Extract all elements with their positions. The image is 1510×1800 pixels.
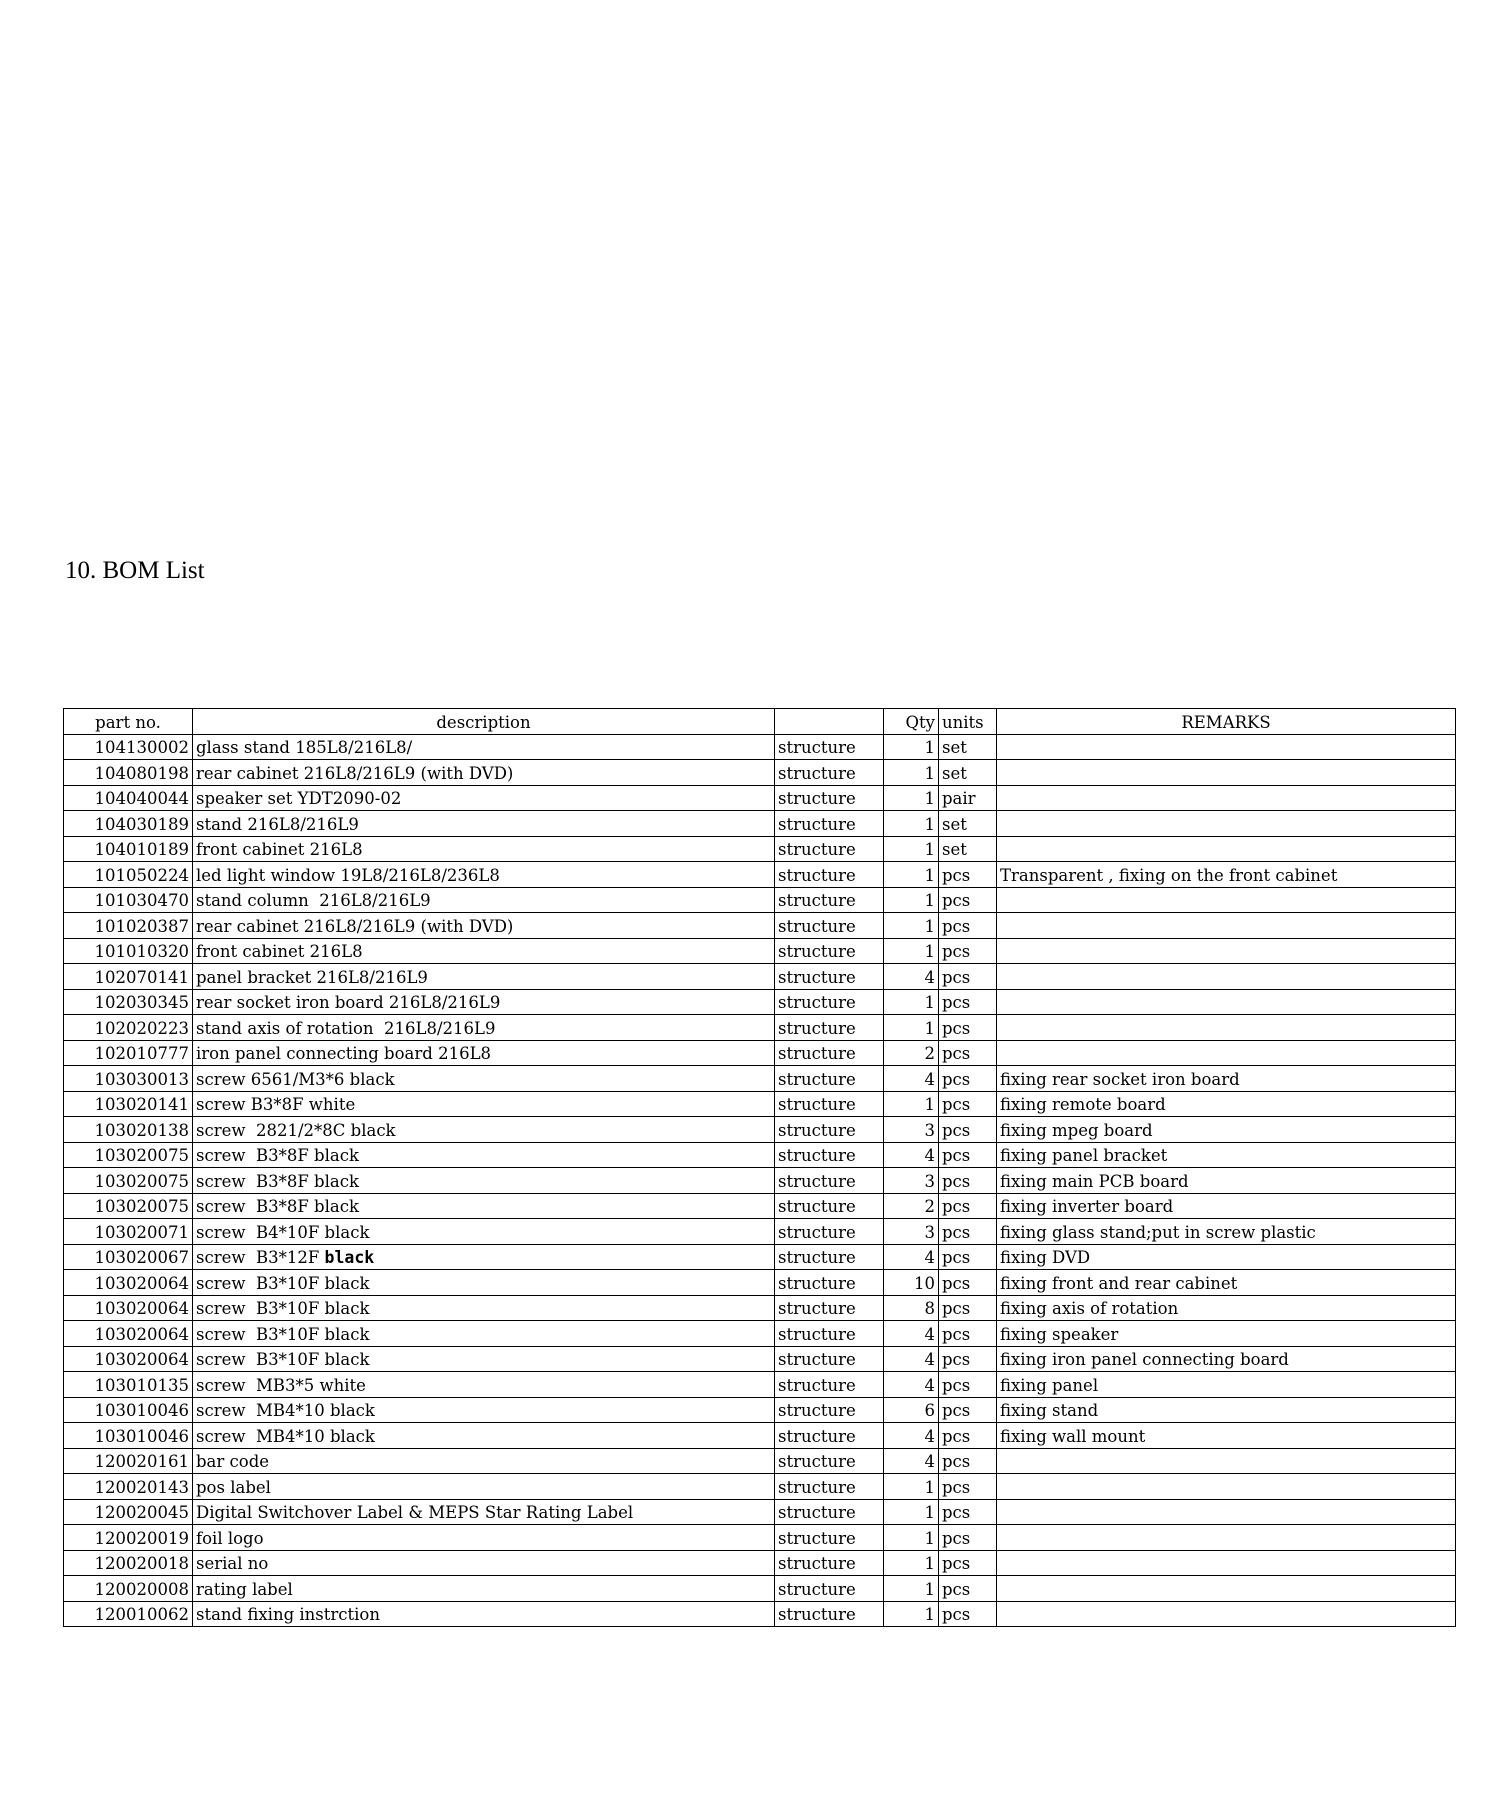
cell-qty: 4 xyxy=(884,964,939,990)
cell-description: Digital Switchover Label & MEPS Star Rating Label xyxy=(193,1499,775,1525)
cell-remarks: fixing wall mount xyxy=(997,1423,1456,1449)
cell-qty: 1 xyxy=(884,760,939,786)
cell-category: structure xyxy=(775,1117,884,1143)
cell-part-no: 102020223 xyxy=(64,1015,193,1041)
table-row xyxy=(64,1397,1456,1423)
cell-units: pcs xyxy=(939,1142,997,1168)
cell-part-no: 102070141 xyxy=(64,964,193,990)
cell-part-no: 101050224 xyxy=(64,862,193,888)
cell-category: structure xyxy=(775,1321,884,1347)
cell-part-no: 104010189 xyxy=(64,836,193,862)
header-units: units xyxy=(939,709,997,735)
cell-part-no: 103030013 xyxy=(64,1066,193,1092)
cell-remarks: fixing remote board xyxy=(997,1091,1456,1117)
cell-units: pcs xyxy=(939,1576,997,1602)
cell-remarks xyxy=(997,1040,1456,1066)
cell-units: pcs xyxy=(939,1066,997,1092)
cell-category: structure xyxy=(775,913,884,939)
header-qty: Qty xyxy=(884,709,939,735)
table-row xyxy=(64,964,1456,990)
cell-qty: 1 xyxy=(884,1499,939,1525)
cell-qty: 1 xyxy=(884,989,939,1015)
cell-qty: 4 xyxy=(884,1372,939,1398)
table-row xyxy=(64,760,1456,786)
cell-part-no: 104080198 xyxy=(64,760,193,786)
cell-description: screw MB3*5 white xyxy=(193,1372,775,1398)
cell-category: structure xyxy=(775,811,884,837)
cell-part-no: 104030189 xyxy=(64,811,193,837)
cell-part-no: 120020018 xyxy=(64,1550,193,1576)
table-row xyxy=(64,1448,1456,1474)
cell-category: structure xyxy=(775,1015,884,1041)
cell-category: structure xyxy=(775,887,884,913)
cell-qty: 4 xyxy=(884,1142,939,1168)
cell-qty: 10 xyxy=(884,1270,939,1296)
cell-units: set xyxy=(939,836,997,862)
cell-remarks: fixing mpeg board xyxy=(997,1117,1456,1143)
cell-category: structure xyxy=(775,1474,884,1500)
cell-remarks: fixing inverter board xyxy=(997,1193,1456,1219)
cell-units: pcs xyxy=(939,1423,997,1449)
cell-category: structure xyxy=(775,1372,884,1398)
cell-qty: 8 xyxy=(884,1295,939,1321)
cell-description: stand axis of rotation 216L8/216L9 xyxy=(193,1015,775,1041)
cell-part-no: 103020075 xyxy=(64,1193,193,1219)
cell-part-no: 103020075 xyxy=(64,1142,193,1168)
table-row xyxy=(64,938,1456,964)
cell-part-no: 102010777 xyxy=(64,1040,193,1066)
cell-qty: 1 xyxy=(884,1474,939,1500)
cell-remarks xyxy=(997,1474,1456,1500)
cell-category: structure xyxy=(775,1448,884,1474)
cell-category: structure xyxy=(775,1193,884,1219)
cell-part-no: 104130002 xyxy=(64,734,193,760)
cell-qty: 1 xyxy=(884,734,939,760)
cell-description: glass stand 185L8/216L8/ xyxy=(193,734,775,760)
cell-qty: 4 xyxy=(884,1423,939,1449)
table-row xyxy=(64,1601,1456,1627)
cell-category: structure xyxy=(775,1040,884,1066)
cell-remarks: fixing front and rear cabinet xyxy=(997,1270,1456,1296)
cell-units: pcs xyxy=(939,1448,997,1474)
cell-units: set xyxy=(939,760,997,786)
table-row xyxy=(64,1091,1456,1117)
cell-category: structure xyxy=(775,1142,884,1168)
cell-remarks xyxy=(997,734,1456,760)
cell-units: pcs xyxy=(939,1499,997,1525)
description-text: screw B3*12F xyxy=(196,1248,325,1267)
table-row xyxy=(64,1550,1456,1576)
table-row xyxy=(64,734,1456,760)
cell-units: set xyxy=(939,734,997,760)
cell-part-no: 103020064 xyxy=(64,1270,193,1296)
table-row xyxy=(64,836,1456,862)
cell-qty: 1 xyxy=(884,1015,939,1041)
table-row xyxy=(64,862,1456,888)
cell-description: screw B4*10F black xyxy=(193,1219,775,1245)
cell-remarks xyxy=(997,1525,1456,1551)
cell-description: serial no xyxy=(193,1550,775,1576)
table-row xyxy=(64,1168,1456,1194)
cell-units: pcs xyxy=(939,1168,997,1194)
cell-remarks: fixing speaker xyxy=(997,1321,1456,1347)
cell-part-no: 101010320 xyxy=(64,938,193,964)
cell-category: structure xyxy=(775,1601,884,1627)
cell-remarks xyxy=(997,887,1456,913)
table-row xyxy=(64,1244,1456,1270)
cell-description: screw 2821/2*8C black xyxy=(193,1117,775,1143)
cell-units: set xyxy=(939,811,997,837)
cell-description: screw B3*10F black xyxy=(193,1295,775,1321)
table-row xyxy=(64,1321,1456,1347)
cell-remarks xyxy=(997,1550,1456,1576)
cell-remarks: Transparent , fixing on the front cabinet xyxy=(997,862,1456,888)
cell-qty: 1 xyxy=(884,887,939,913)
cell-part-no: 104040044 xyxy=(64,785,193,811)
cell-qty: 4 xyxy=(884,1244,939,1270)
cell-category: structure xyxy=(775,785,884,811)
cell-part-no: 120020045 xyxy=(64,1499,193,1525)
table-row xyxy=(64,1372,1456,1398)
cell-description: screw MB4*10 black xyxy=(193,1423,775,1449)
table-row xyxy=(64,887,1456,913)
cell-category: structure xyxy=(775,989,884,1015)
cell-description: panel bracket 216L8/216L9 xyxy=(193,964,775,990)
table-row xyxy=(64,1474,1456,1500)
cell-remarks xyxy=(997,811,1456,837)
cell-description: led light window 19L8/216L8/236L8 xyxy=(193,862,775,888)
cell-description: screw B3*10F black xyxy=(193,1346,775,1372)
table-row xyxy=(64,989,1456,1015)
bom-table xyxy=(63,708,1456,1627)
cell-category: structure xyxy=(775,836,884,862)
cell-part-no: 103020064 xyxy=(64,1321,193,1347)
cell-category: structure xyxy=(775,1525,884,1551)
cell-remarks xyxy=(997,913,1456,939)
page-title: 10. BOM List xyxy=(65,557,205,584)
cell-units: pcs xyxy=(939,1525,997,1551)
cell-remarks: fixing iron panel connecting board xyxy=(997,1346,1456,1372)
table-row xyxy=(64,1270,1456,1296)
cell-remarks xyxy=(997,1015,1456,1041)
cell-qty: 4 xyxy=(884,1321,939,1347)
cell-category: structure xyxy=(775,1397,884,1423)
table-row xyxy=(64,785,1456,811)
table-row xyxy=(64,1423,1456,1449)
cell-description: screw B3*10F black xyxy=(193,1270,775,1296)
cell-description: screw B3*8F black xyxy=(193,1193,775,1219)
cell-part-no: 103020067 xyxy=(64,1244,193,1270)
cell-qty: 1 xyxy=(884,938,939,964)
cell-qty: 1 xyxy=(884,811,939,837)
cell-category: structure xyxy=(775,938,884,964)
cell-units: pcs xyxy=(939,1193,997,1219)
cell-units: pcs xyxy=(939,989,997,1015)
table-row xyxy=(64,1576,1456,1602)
cell-part-no: 101030470 xyxy=(64,887,193,913)
cell-category: structure xyxy=(775,1066,884,1092)
bom-table-body xyxy=(64,734,1456,1627)
table-header-row xyxy=(64,709,1456,735)
cell-description: stand fixing instrction xyxy=(193,1601,775,1627)
cell-units: pcs xyxy=(939,1295,997,1321)
cell-units: pcs xyxy=(939,938,997,964)
cell-category: structure xyxy=(775,1550,884,1576)
table-row xyxy=(64,1142,1456,1168)
cell-category: structure xyxy=(775,1346,884,1372)
cell-qty: 1 xyxy=(884,1525,939,1551)
cell-units: pcs xyxy=(939,1015,997,1041)
cell-description: rear cabinet 216L8/216L9 (with DVD) xyxy=(193,760,775,786)
cell-part-no: 120020161 xyxy=(64,1448,193,1474)
cell-units: pcs xyxy=(939,1397,997,1423)
cell-units: pcs xyxy=(939,862,997,888)
header-remarks: REMARKS xyxy=(997,709,1456,735)
cell-part-no: 120020008 xyxy=(64,1576,193,1602)
cell-remarks xyxy=(997,1448,1456,1474)
table-row xyxy=(64,1015,1456,1041)
cell-category: structure xyxy=(775,964,884,990)
cell-description: speaker set YDT2090-02 xyxy=(193,785,775,811)
cell-remarks: fixing stand xyxy=(997,1397,1456,1423)
cell-part-no: 103020138 xyxy=(64,1117,193,1143)
cell-qty: 1 xyxy=(884,913,939,939)
cell-qty: 1 xyxy=(884,785,939,811)
cell-qty: 1 xyxy=(884,862,939,888)
cell-part-no: 120020143 xyxy=(64,1474,193,1500)
cell-description: rating label xyxy=(193,1576,775,1602)
cell-remarks xyxy=(997,1601,1456,1627)
cell-units: pcs xyxy=(939,964,997,990)
cell-units: pcs xyxy=(939,1601,997,1627)
table-row xyxy=(64,913,1456,939)
cell-category: structure xyxy=(775,1499,884,1525)
cell-part-no: 103020064 xyxy=(64,1295,193,1321)
cell-remarks: fixing glass stand;put in screw plastic xyxy=(997,1219,1456,1245)
cell-part-no: 103020075 xyxy=(64,1168,193,1194)
cell-remarks: fixing main PCB board xyxy=(997,1168,1456,1194)
cell-qty: 1 xyxy=(884,836,939,862)
cell-units: pcs xyxy=(939,1321,997,1347)
cell-part-no: 103010135 xyxy=(64,1372,193,1398)
cell-category: structure xyxy=(775,1168,884,1194)
cell-units: pcs xyxy=(939,1346,997,1372)
table-row xyxy=(64,1193,1456,1219)
cell-description: bar code xyxy=(193,1448,775,1474)
table-row xyxy=(64,1295,1456,1321)
cell-qty: 3 xyxy=(884,1219,939,1245)
description-bold-text: black xyxy=(324,1248,375,1267)
header-description: description xyxy=(193,709,775,735)
header-part-no: part no. xyxy=(64,709,193,735)
cell-description: stand column 216L8/216L9 xyxy=(193,887,775,913)
cell-units: pcs xyxy=(939,1091,997,1117)
table-row xyxy=(64,1040,1456,1066)
cell-description: rear socket iron board 216L8/216L9 xyxy=(193,989,775,1015)
cell-remarks: fixing axis of rotation xyxy=(997,1295,1456,1321)
cell-description xyxy=(193,1244,775,1270)
cell-description: screw 6561/M3*6 black xyxy=(193,1066,775,1092)
cell-remarks: fixing DVD xyxy=(997,1244,1456,1270)
cell-remarks xyxy=(997,760,1456,786)
cell-units: pcs xyxy=(939,1270,997,1296)
cell-description: screw MB4*10 black xyxy=(193,1397,775,1423)
cell-qty: 2 xyxy=(884,1040,939,1066)
cell-units: pcs xyxy=(939,1219,997,1245)
cell-qty: 6 xyxy=(884,1397,939,1423)
cell-units: pcs xyxy=(939,887,997,913)
cell-remarks xyxy=(997,964,1456,990)
cell-remarks xyxy=(997,1576,1456,1602)
cell-qty: 2 xyxy=(884,1193,939,1219)
table-row xyxy=(64,1499,1456,1525)
cell-qty: 1 xyxy=(884,1576,939,1602)
cell-part-no: 120010062 xyxy=(64,1601,193,1627)
cell-part-no: 103020141 xyxy=(64,1091,193,1117)
cell-description: screw B3*8F black xyxy=(193,1168,775,1194)
cell-units: pcs xyxy=(939,1040,997,1066)
cell-remarks: fixing rear socket iron board xyxy=(997,1066,1456,1092)
cell-category: structure xyxy=(775,1295,884,1321)
cell-description: screw B3*8F white xyxy=(193,1091,775,1117)
cell-description: screw B3*8F black xyxy=(193,1142,775,1168)
cell-description: front cabinet 216L8 xyxy=(193,836,775,862)
cell-remarks xyxy=(997,989,1456,1015)
cell-units: pcs xyxy=(939,1244,997,1270)
cell-remarks: fixing panel bracket xyxy=(997,1142,1456,1168)
cell-remarks xyxy=(997,938,1456,964)
cell-category: structure xyxy=(775,1576,884,1602)
cell-units: pair xyxy=(939,785,997,811)
cell-qty: 1 xyxy=(884,1091,939,1117)
cell-description: front cabinet 216L8 xyxy=(193,938,775,964)
cell-units: pcs xyxy=(939,913,997,939)
cell-qty: 4 xyxy=(884,1066,939,1092)
table-row xyxy=(64,1066,1456,1092)
cell-category: structure xyxy=(775,1423,884,1449)
cell-part-no: 102030345 xyxy=(64,989,193,1015)
cell-remarks: fixing panel xyxy=(997,1372,1456,1398)
cell-category: structure xyxy=(775,734,884,760)
header-category xyxy=(775,709,884,735)
cell-category: structure xyxy=(775,1270,884,1296)
cell-qty: 4 xyxy=(884,1346,939,1372)
cell-description: foil logo xyxy=(193,1525,775,1551)
cell-category: structure xyxy=(775,1244,884,1270)
cell-qty: 1 xyxy=(884,1550,939,1576)
cell-part-no: 103020071 xyxy=(64,1219,193,1245)
cell-units: pcs xyxy=(939,1550,997,1576)
cell-category: structure xyxy=(775,1091,884,1117)
cell-remarks xyxy=(997,785,1456,811)
cell-qty: 4 xyxy=(884,1448,939,1474)
cell-remarks xyxy=(997,836,1456,862)
cell-units: pcs xyxy=(939,1372,997,1398)
cell-units: pcs xyxy=(939,1117,997,1143)
cell-part-no: 120020019 xyxy=(64,1525,193,1551)
cell-category: structure xyxy=(775,760,884,786)
cell-units: pcs xyxy=(939,1474,997,1500)
cell-qty: 3 xyxy=(884,1168,939,1194)
table-row xyxy=(64,1219,1456,1245)
cell-qty: 1 xyxy=(884,1601,939,1627)
cell-part-no: 103010046 xyxy=(64,1423,193,1449)
cell-description: iron panel connecting board 216L8 xyxy=(193,1040,775,1066)
cell-remarks xyxy=(997,1499,1456,1525)
cell-qty: 3 xyxy=(884,1117,939,1143)
table-row xyxy=(64,1117,1456,1143)
cell-description: stand 216L8/216L9 xyxy=(193,811,775,837)
cell-description: screw B3*10F black xyxy=(193,1321,775,1347)
table-row xyxy=(64,1525,1456,1551)
cell-part-no: 103020064 xyxy=(64,1346,193,1372)
table-row xyxy=(64,811,1456,837)
cell-category: structure xyxy=(775,1219,884,1245)
cell-category: structure xyxy=(775,862,884,888)
cell-part-no: 103010046 xyxy=(64,1397,193,1423)
cell-description: rear cabinet 216L8/216L9 (with DVD) xyxy=(193,913,775,939)
table-row xyxy=(64,1346,1456,1372)
cell-description: pos label xyxy=(193,1474,775,1500)
cell-part-no: 101020387 xyxy=(64,913,193,939)
